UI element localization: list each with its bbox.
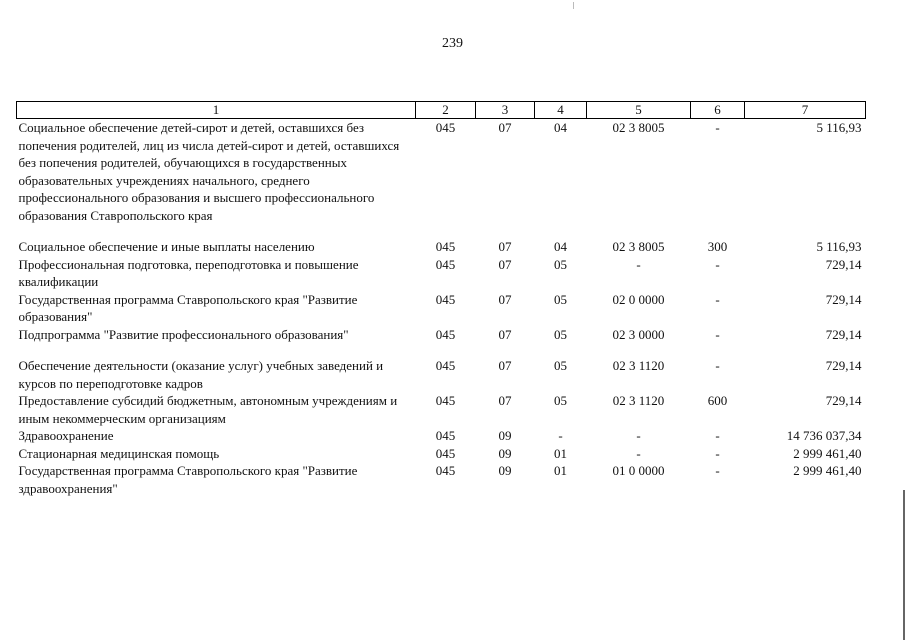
row-subsection: 05 [554,393,567,408]
row-name: Стационарная медицинская помощь [18,445,220,461]
row-subsection: - [558,428,563,443]
row-section: 07 [498,358,512,373]
row-name: Государственная программа Ставропольского края "Развитие образования" [18,291,358,324]
table-row [17,326,866,358]
row-section: 09 [498,428,512,443]
row-type: - [715,256,720,272]
row-target: 01 0 0000 [612,463,665,478]
row-section: 07 [498,239,512,254]
row-section: 09 [498,463,512,478]
row-type: - [715,291,720,307]
table-row [17,119,866,239]
table-row [17,427,866,445]
row-target: 02 0 0000 [612,291,665,307]
row-amount: 5 116,93 [816,120,862,135]
table-row [17,357,866,392]
row-target: - [636,445,641,461]
row-type: 300 [707,239,728,254]
row-target: 02 3 1120 [612,393,665,408]
row-name: Предоставление субсидий бюджетным, автономным учреждениям и иным некоммерческим организациям [18,393,398,426]
row-name: Обеспечение деятельности (оказание услуг) учебных заведений и курсов по переподготовке кадров [18,358,384,391]
header-cell: 3 [476,102,535,119]
row-amount: 5 116,93 [816,239,862,254]
row-code: 045 [435,326,456,342]
table-row [17,445,866,463]
row-type: - [715,445,720,461]
row-section: 07 [498,291,512,307]
row-section: 07 [498,256,512,272]
table-row [17,291,866,326]
row-amount: 729,14 [825,326,862,342]
row-section: 07 [498,120,512,135]
row-code: 045 [435,393,456,408]
row-code: 045 [435,428,456,443]
row-amount: 729,14 [825,291,862,307]
row-type: - [715,428,720,443]
header-cell: 2 [416,102,476,119]
row-target: 02 3 1120 [612,358,665,373]
row-type: - [715,326,720,342]
row-name: Подпрограмма "Развитие профессионального образования" [18,326,349,342]
table-row [17,462,866,497]
row-amount: 14 736 037,34 [786,428,862,443]
row-code: 045 [435,463,456,478]
table-header-row [17,102,866,119]
row-amount: 729,14 [825,256,862,272]
header-cell: 7 [745,102,866,119]
row-section: 07 [498,326,512,342]
row-subsection: 05 [554,358,567,373]
row-type: - [715,358,720,373]
row-subsection: 01 [554,463,567,478]
table-row [17,256,866,291]
row-name: Государственная программа Ставропольского края "Развитие здравоохранения" [18,463,358,496]
row-target: 02 3 8005 [612,239,665,254]
row-subsection: 04 [554,239,567,254]
scan-mark [573,2,574,9]
row-type: - [715,463,720,478]
row-subsection: 04 [554,120,567,135]
row-code: 045 [435,256,456,272]
row-subsection: 01 [554,445,567,461]
row-type: 600 [707,393,728,408]
row-code: 045 [435,358,456,373]
page-number: 239 [442,36,463,51]
row-amount: 729,14 [825,393,862,408]
header-cell: 6 [691,102,745,119]
budget-table [16,101,866,497]
header-cell: 1 [17,102,416,119]
table-row [17,392,866,427]
row-amount: 729,14 [825,358,862,373]
row-subsection: 05 [554,326,567,342]
row-name: Здравоохранение [18,428,114,443]
row-subsection: 05 [554,256,567,272]
row-section: 09 [498,445,512,461]
row-target: - [636,428,641,443]
header-cell: 4 [535,102,587,119]
row-name: Профессиональная подготовка, переподготовка и повышение квалификации [18,256,359,289]
row-target: 02 3 8005 [612,120,665,135]
row-target: - [636,256,641,272]
row-amount: 2 999 461,40 [793,463,862,478]
row-target: 02 3 0000 [612,326,665,342]
row-amount: 2 999 461,40 [793,445,862,461]
row-code: 045 [435,120,456,135]
row-code: 045 [435,239,456,254]
row-name: Социальное обеспечение детей-сирот и детей, оставшихся без попечения родителей, лиц из числа детей-сирот и детей, оставшихся без попечения родителей, обучающихся в государственных образовательных учреждениях начального, среднего профессионального образования и высшего профессионального образования Ставропольского края [18,120,400,223]
row-type: - [715,120,720,135]
row-code: 045 [435,445,456,461]
row-subsection: 05 [554,291,567,307]
header-cell: 5 [587,102,691,119]
row-code: 045 [435,291,456,307]
row-section: 07 [498,393,512,408]
row-name: Социальное обеспечение и иные выплаты населению [18,239,315,254]
table-row [17,238,866,256]
